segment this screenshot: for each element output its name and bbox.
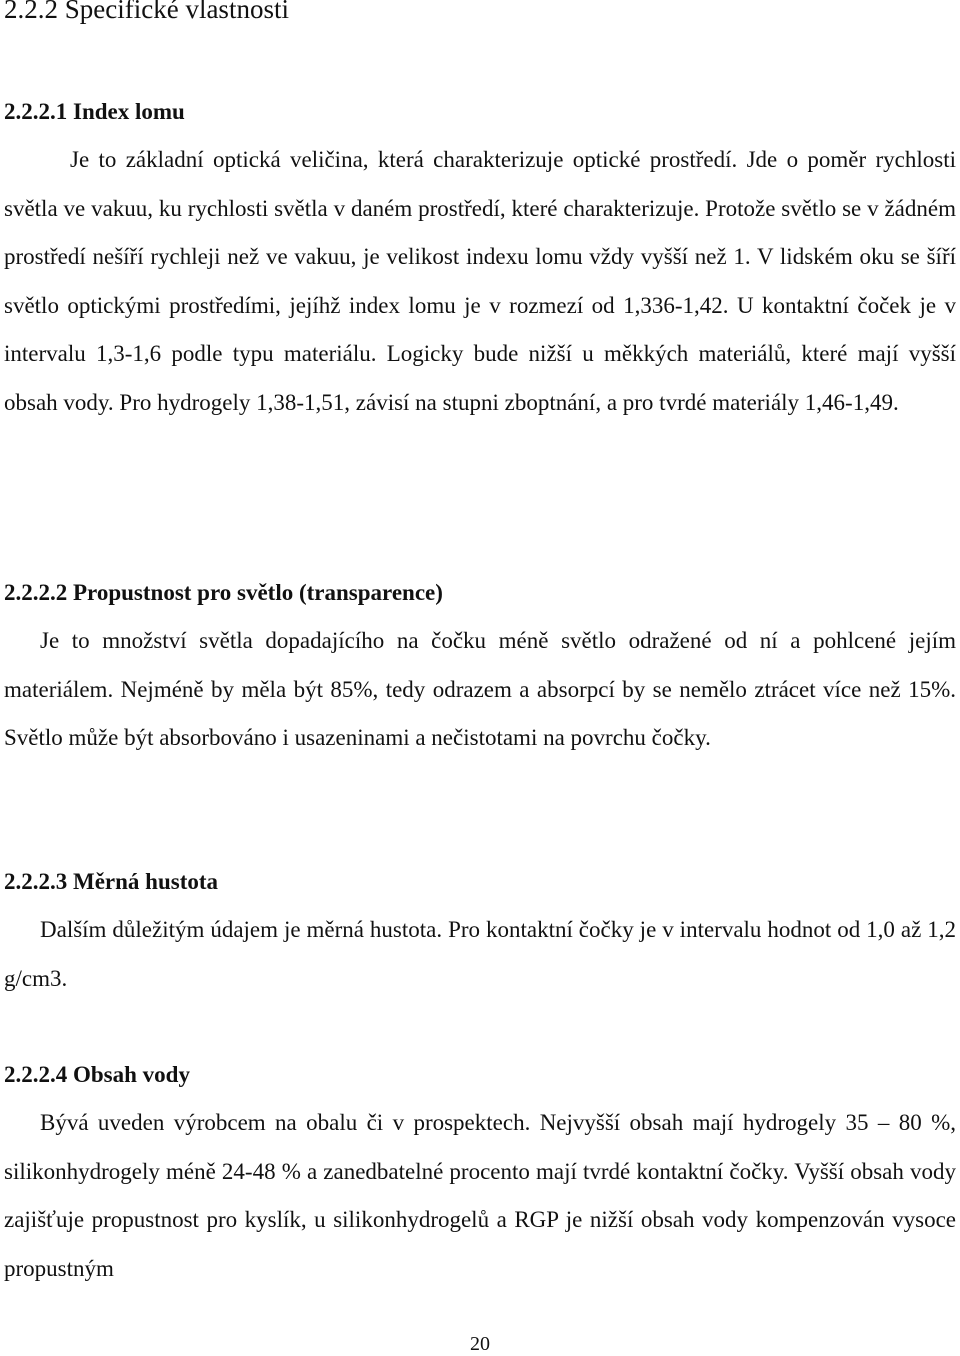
subsection-obsah-vody [4, 1051, 956, 1293]
page-number: 20 [470, 1333, 490, 1355]
paragraph: Bývá uveden výrobcem na obalu či v prospektech. Nejvyšší obsah mají hydrogely 35 – 80 %, silikonhydrogely méně 24-48 % a zanedbatelné procento mají tvrdé kontaktní čočky. Vyšší obsah vody zajišťuje propustnost pro kyslík, u silikonhydrogelů a RGP je nižší obsah vody kompenzován vysoce propustným [4, 1110, 956, 1281]
paragraph: Dalším důležitým údajem je měrná hustota. Pro kontaktní čočky je v intervalu hodnot od 1,0 až 1,2 g/cm3. [4, 917, 956, 991]
subsection-propustnost [4, 569, 956, 763]
subsection-title: 2.2.2.4 Obsah vody [4, 1062, 190, 1087]
subsection-title: 2.2.2.2 Propustnost pro světlo (transparence) [4, 580, 443, 605]
subsection-merna-hustota [4, 858, 956, 1003]
paragraph: Je to množství světla dopadajícího na čočku méně světlo odražené od ní a pohlcené jejím materiálem. Nejméně by měla být 85%, tedy odrazem a absorpcí by se nemělo ztrácet více než 15%. Světlo může být absorbováno i usazeninami a nečistotami na povrchu čočky. [4, 628, 956, 750]
subsection-title: 2.2.2.1 Index lomu [4, 99, 185, 124]
subsection-index-lomu [4, 88, 956, 427]
subsection-title: 2.2.2.3 Měrná hustota [4, 869, 219, 894]
paragraph: Je to základní optická veličina, která charakterizuje optické prostředí. Jde o poměr rychlosti světla ve vakuu, ku rychlosti světla v daném prostředí, které charakterizuje. Protože světlo se v žádném prostředí nešíří rychleji než ve vakuu, je velikost indexu lomu vždy vyšší než 1. V lidském oku se šíří světlo optickými prostředími, jejíhž index lomu je v rozmezí od 1,336-1,42. U kontaktní čoček je v intervalu 1,3-1,6 podle typu materiálu. Logicky bude nižší u měkkých materiálů, které mají vyšší obsah vody. Pro hydrogely 1,38-1,51, závisí na stupni zboptnání, a pro tvrdé materiály 1,46-1,49. [4, 147, 956, 415]
section-title: 2.2.2 Specifické vlastnosti [4, 0, 289, 24]
